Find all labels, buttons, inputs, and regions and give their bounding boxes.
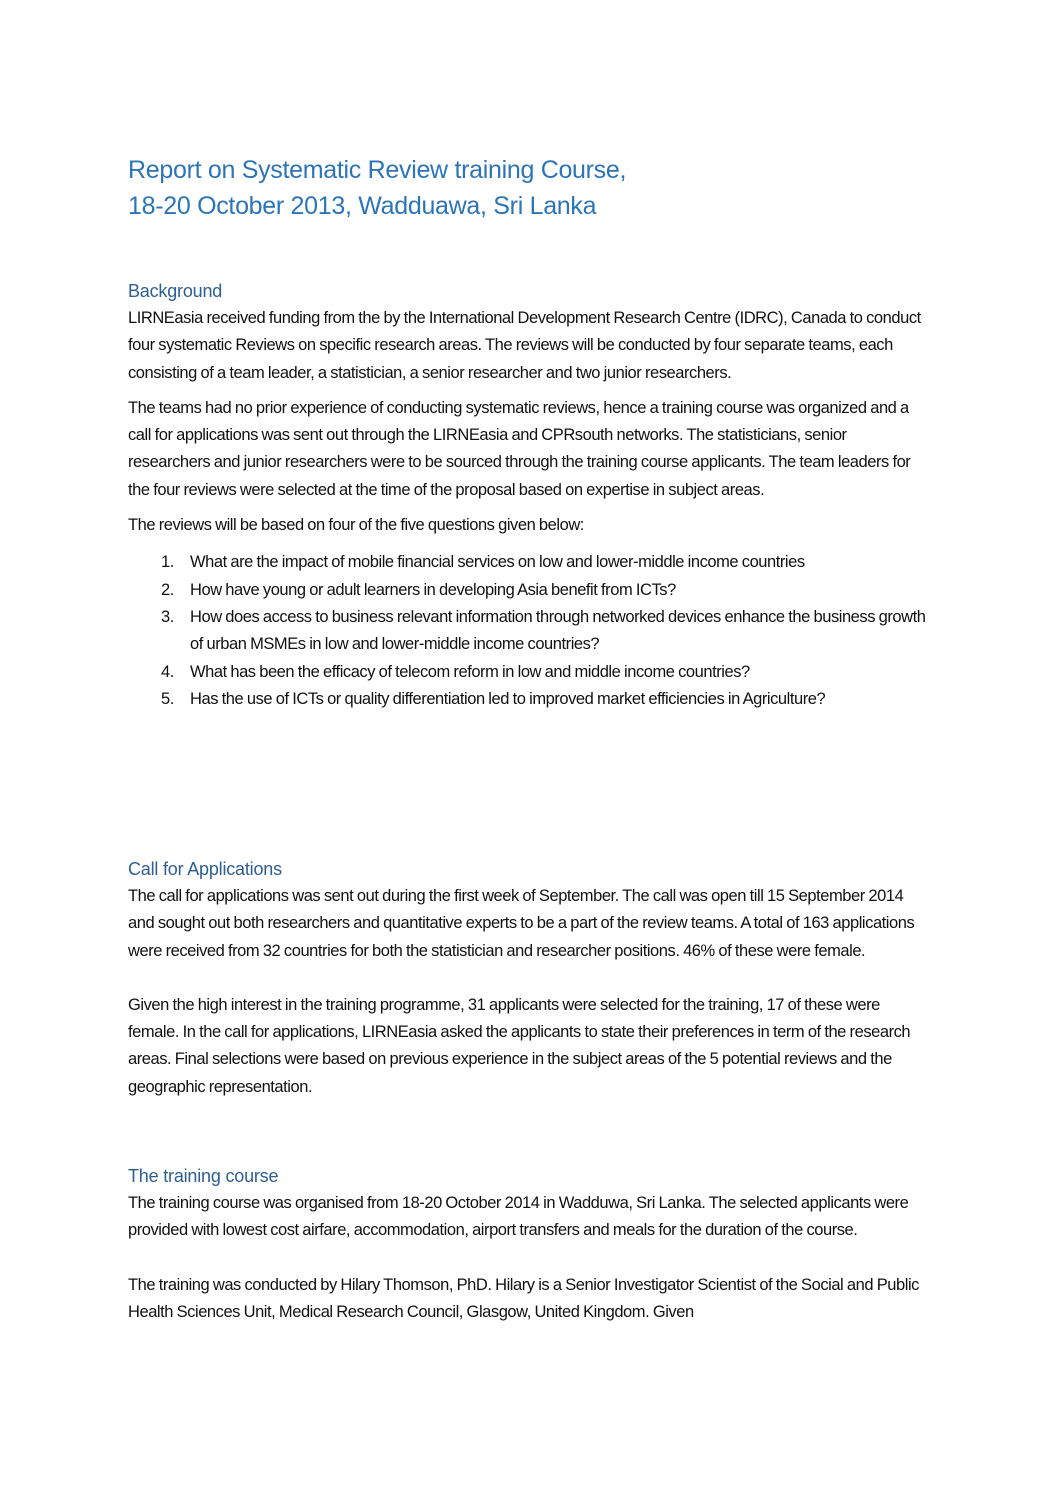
title-line-2: 18-20 October 2013, Wadduawa, Sri Lanka <box>128 192 597 220</box>
list-item <box>128 659 928 686</box>
list-item-number: 4. <box>161 662 174 681</box>
paragraph-training-2: The training was conducted by Hilary Thomson, PhD. Hilary is a Senior Investigator Scientist of the Social and Public Health Sciences Unit, Medical Research Council, Glasgow, United Kingdom. Given <box>128 1275 919 1321</box>
list-item-number: 1. <box>161 553 174 572</box>
section-background <box>128 279 928 713</box>
spacer <box>128 1245 928 1272</box>
document-title <box>128 152 928 224</box>
section-heading-background: Background <box>128 281 223 301</box>
list-item-number: 5. <box>161 689 174 708</box>
list-item <box>128 577 928 604</box>
section-training-course <box>128 1164 928 1326</box>
section-call-for-applications <box>128 857 928 1101</box>
list-item <box>128 604 928 659</box>
list-item-text: What are the impact of mobile financial services on low and lower-middle income countries <box>190 553 805 572</box>
list-item-text: How have young or adult learners in developing Asia benefit from ICTs? <box>190 580 676 599</box>
spacer <box>128 965 928 992</box>
list-item-text: Has the use of ICTs or quality differentiation led to improved market efficiencies in Agriculture? <box>190 689 826 708</box>
list-item <box>128 549 928 576</box>
list-item-number: 2. <box>161 580 174 599</box>
paragraph-call-1: The call for applications was sent out during the first week of September. The call was open till 15 September 2014 and sought out both researchers and quantitative experts to be a part of the review teams. A total of 163 applications were received from 32 countries for both the statistician and researcher positions. 46% of these were female. <box>128 887 915 960</box>
paragraph-call-2: Given the high interest in the training programme, 31 applicants were selected for the training, 17 of these were female. In the call for applications, LIRNEasia asked the applicants to state their preferences in term of the research areas. Final selections were based on previous experience in the subject areas of the 5 potential reviews and the geographic representation. <box>128 995 911 1096</box>
section-heading-call-for-applications: Call for Applications <box>128 859 282 879</box>
list-item-text: How does access to business relevant information through networked devices enhance the business growth of urban MSMEs in low and lower-middle income countries? <box>190 607 926 654</box>
spacer <box>128 504 928 512</box>
list-item-text: What has been the efficacy of telecom reform in low and middle income countries? <box>190 662 750 681</box>
paragraph-background-1: LIRNEasia received funding from the by the International Development Research Centre (IDRC), Canada to conduct four systematic Reviews on specific research areas. The reviews will be conducted by four separate teams, each consisting of a team leader, a statistician, a senior researcher and two junior researchers. <box>128 309 921 382</box>
title-line-1: Report on Systematic Review training Course, <box>128 156 627 184</box>
list-item <box>128 686 928 713</box>
paragraph-background-2: The teams had no prior experience of conducting systematic reviews, hence a training course was organized and a call for applications was sent out through the LIRNEasia and CPRsouth networks. The statisticians, senior researchers and junior researchers were to be sourced through the training course applicants. The team leaders for the four reviews were selected at the time of the proposal based on expertise in subject areas. <box>128 398 911 499</box>
section-heading-training-course: The training course <box>128 1166 279 1186</box>
list-item-number: 3. <box>161 607 174 626</box>
spacer <box>128 387 928 395</box>
questions-list <box>128 549 928 713</box>
paragraph-background-3: The reviews will be based on four of the five questions given below: <box>128 516 584 535</box>
paragraph-training-1: The training course was organised from 18-20 October 2014 in Wadduwa, Sri Lanka. The selected applicants were provided with lowest cost airfare, accommodation, airport transfers and meals for the duration of the course. <box>128 1194 909 1240</box>
